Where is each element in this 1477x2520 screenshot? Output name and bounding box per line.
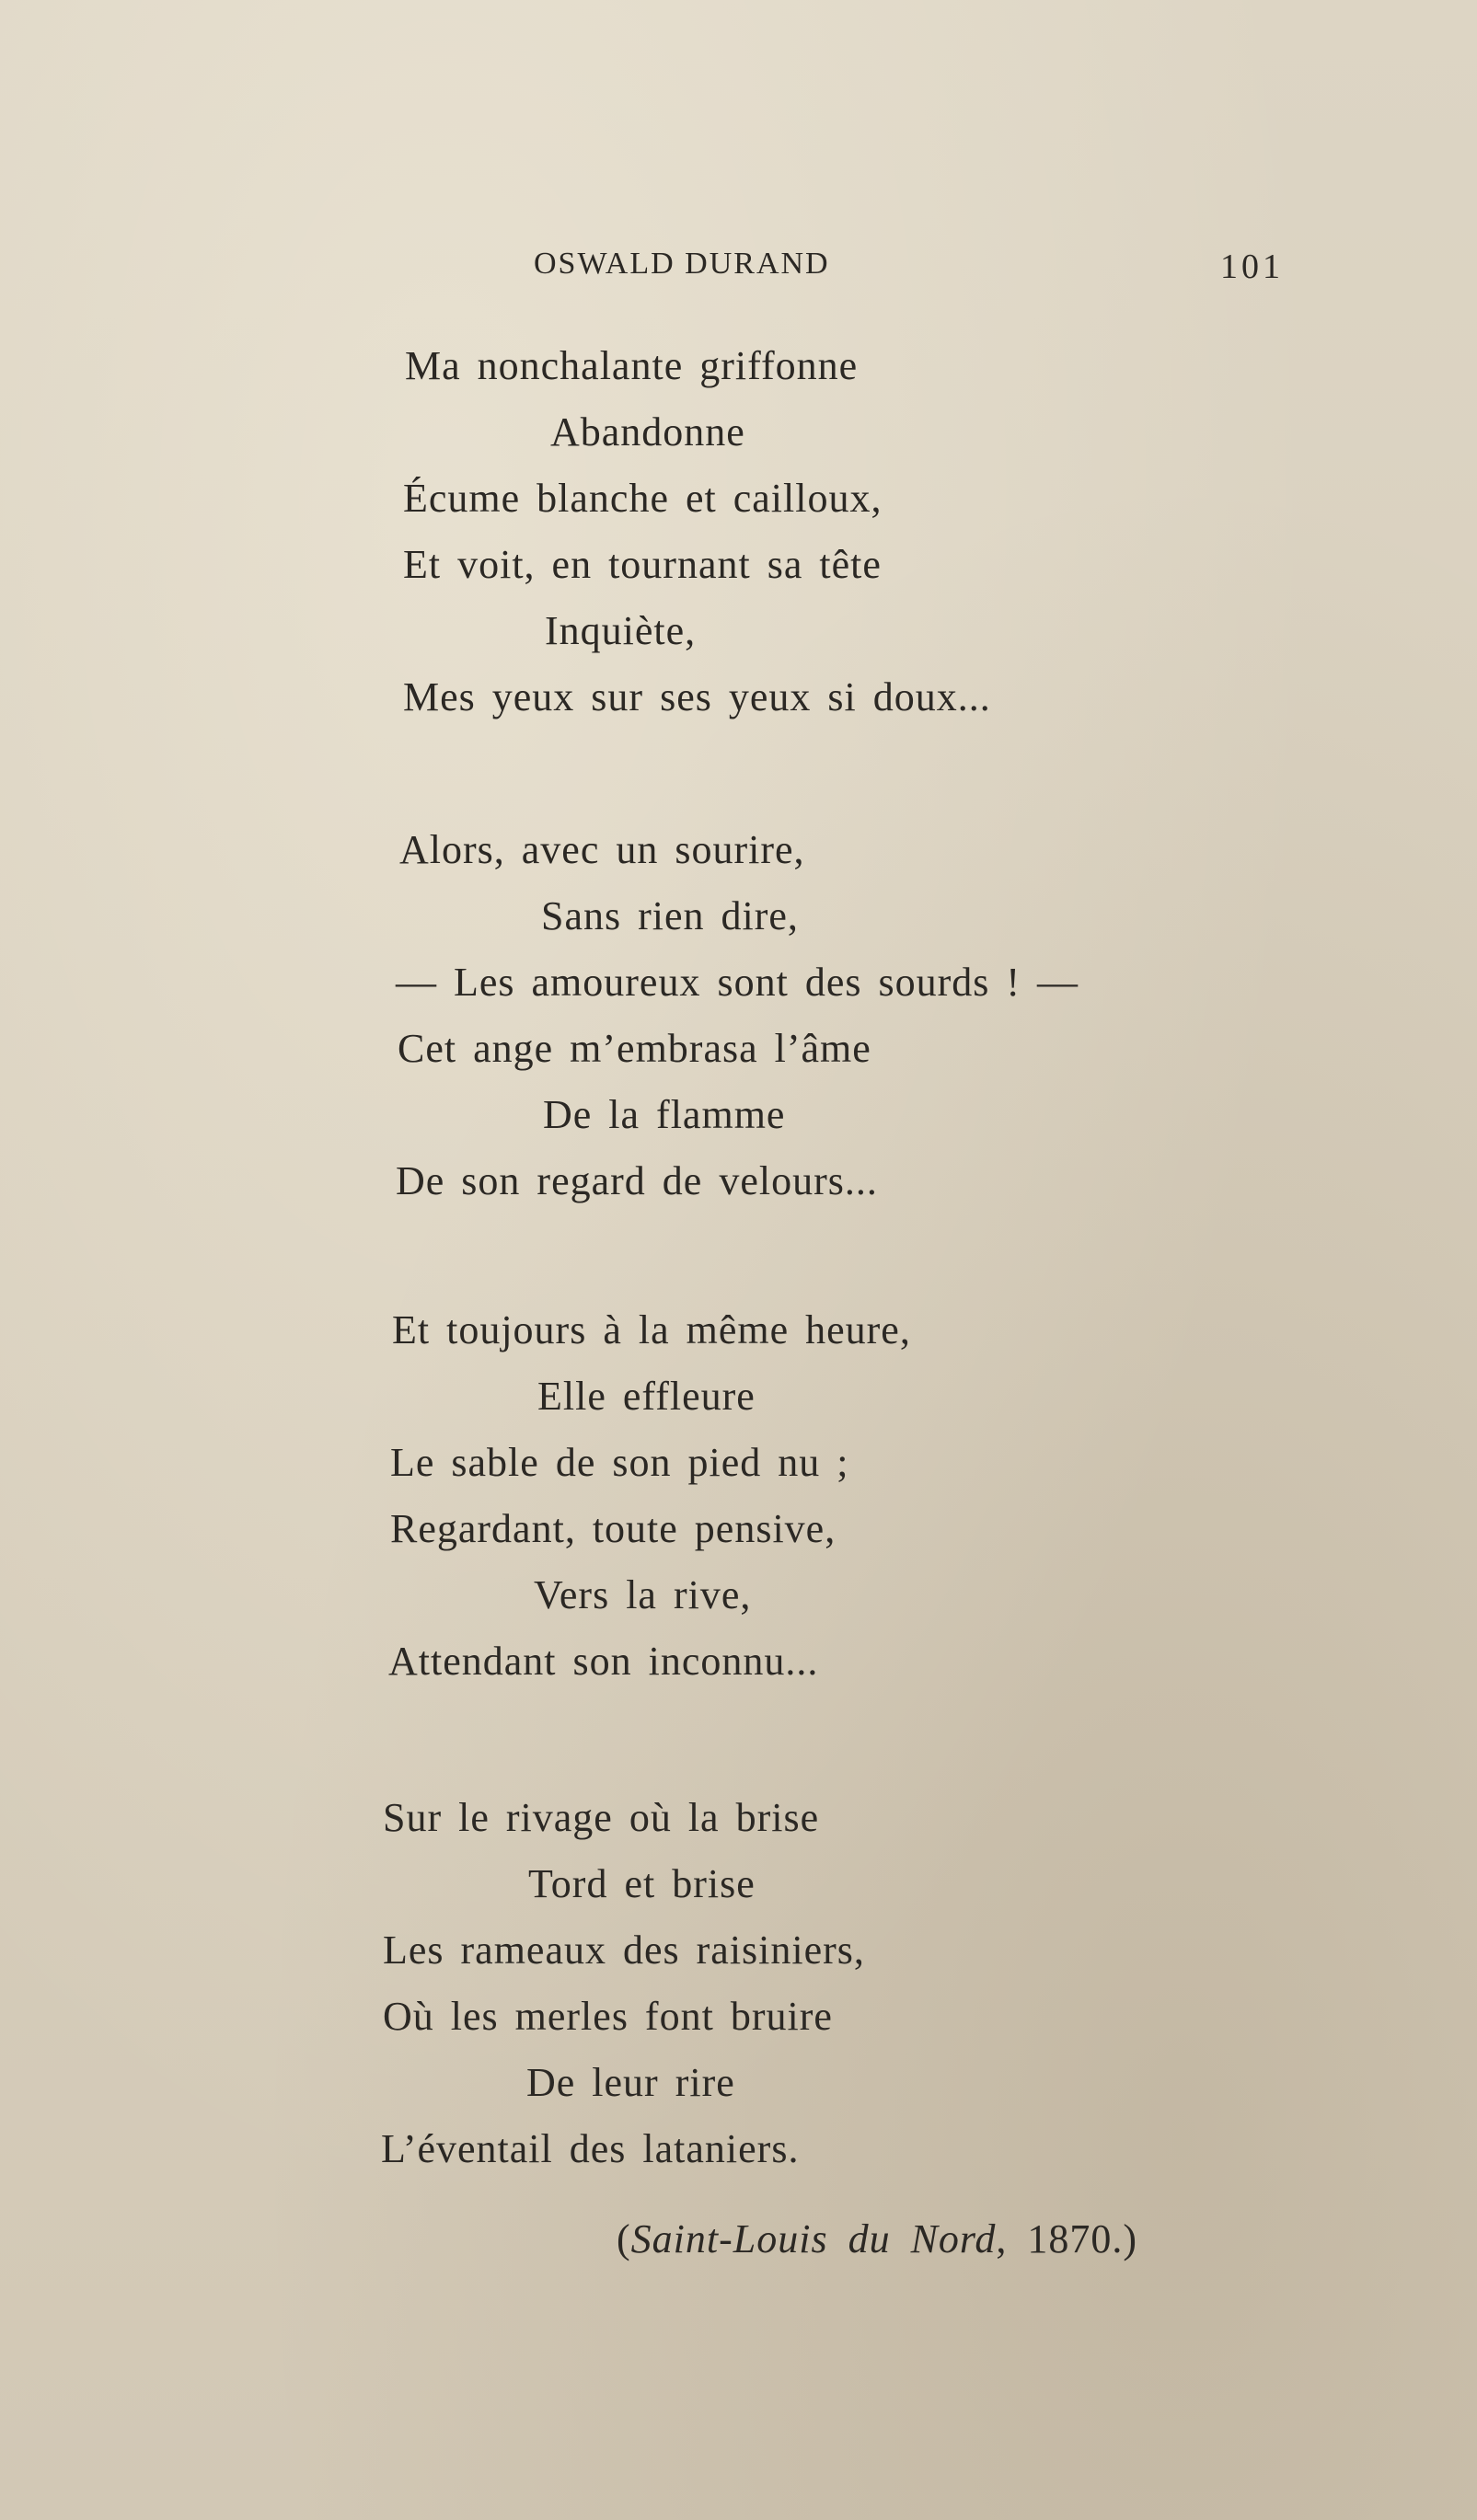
verse-line: Et toujours à la même heure,: [392, 1307, 911, 1352]
poem-attribution: [617, 2215, 1137, 2262]
verse-line: Mes yeux sur ses yeux si doux...: [403, 674, 991, 719]
verse-line: Regardant, toute pensive,: [390, 1506, 837, 1551]
verse-line: Tord et brise: [528, 1861, 756, 1906]
verse-line: Elle effleure: [537, 1374, 756, 1419]
verse-line: Attendant son inconnu...: [388, 1639, 819, 1684]
verse-line: Sans rien dire,: [541, 893, 799, 938]
verse-line: Inquiète,: [545, 608, 697, 653]
verse-line: Cet ange m’embrasa l’âme: [398, 1026, 871, 1071]
attribution-year: 1870: [1027, 2216, 1113, 2261]
attribution-place: Saint-Louis du Nord: [630, 2216, 997, 2261]
verse-line: Ma nonchalante griffonne: [405, 343, 859, 388]
verse-line: Sur le rivage où la brise: [383, 1795, 820, 1840]
verse-line: Vers la rive,: [534, 1572, 752, 1617]
attribution-close: .): [1112, 2216, 1138, 2261]
verse-line: L’éventail des lataniers.: [381, 2126, 800, 2171]
verse-line: Écume blanche et cailloux,: [403, 476, 883, 521]
running-title: OSWALD DURAND: [534, 247, 830, 281]
attribution-separator: ,: [996, 2216, 1028, 2261]
page-number: 101: [1220, 247, 1284, 286]
verse-line: Abandonne: [550, 409, 745, 455]
verse-line: Les rameaux des raisiniers,: [383, 1927, 865, 1973]
verse-line: De leur rire: [526, 2060, 735, 2105]
verse-line: Où les merles font bruire: [383, 1994, 833, 2039]
verse-line: Et voit, en tournant sa tête: [403, 542, 882, 587]
verse-line: Alors, avec un sourire,: [399, 827, 805, 872]
verse-line: De la flamme: [543, 1092, 786, 1137]
running-head: [0, 247, 1477, 293]
attribution-open: (: [617, 2216, 631, 2261]
verse-line: Le sable de son pied nu ;: [390, 1440, 849, 1485]
verse-line: De son regard de velours...: [396, 1158, 878, 1203]
verse-line: — Les amoureux sont des sourds ! —: [396, 960, 1079, 1005]
